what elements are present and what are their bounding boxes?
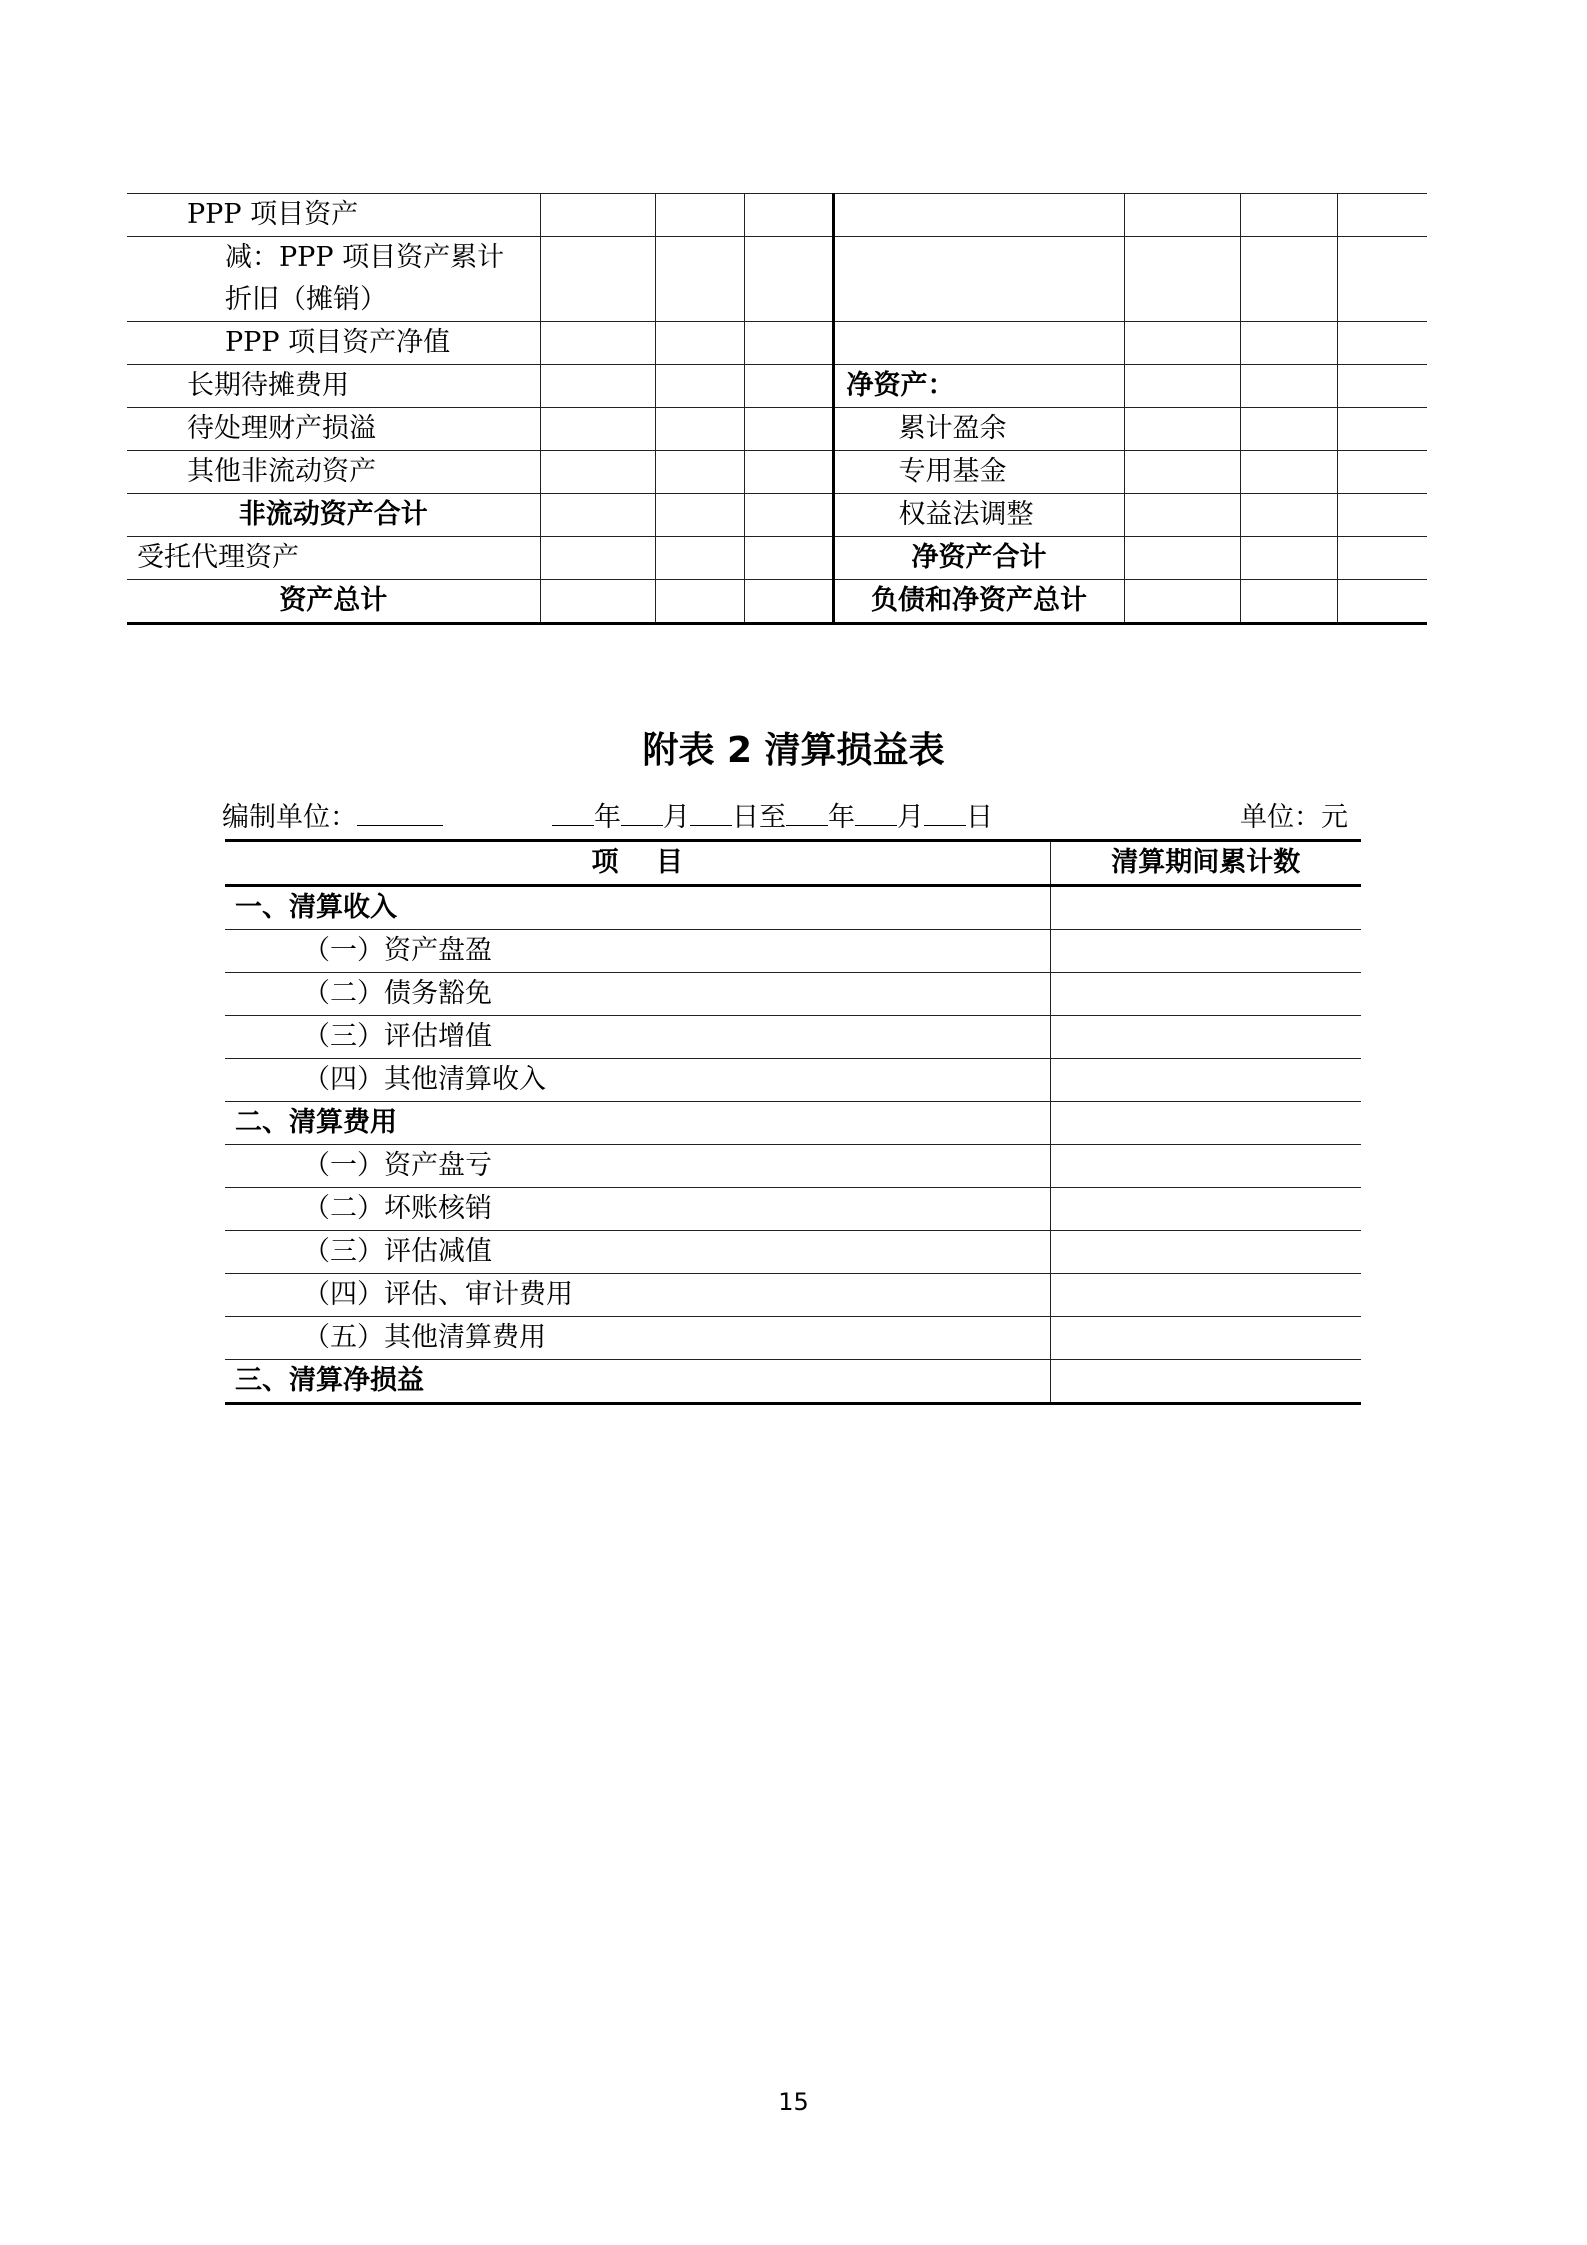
total-label: 负债和净资产总计	[833, 580, 1124, 624]
amount-cell	[1337, 537, 1427, 580]
amount-cell	[1240, 494, 1337, 537]
amount-cell	[655, 365, 744, 408]
liquidation-pl-table	[225, 839, 1361, 1405]
row-label: 待处理财产损溢	[127, 408, 540, 451]
row-label: （三）评估减值	[225, 1231, 1050, 1274]
table-row	[127, 580, 1427, 624]
table-row	[225, 1231, 1361, 1274]
amount-cell	[1240, 408, 1337, 451]
amount-cell	[744, 537, 833, 580]
amount-cell	[655, 537, 744, 580]
row-label: （三）评估增值	[225, 1016, 1050, 1059]
date-blank	[924, 801, 966, 826]
date-part: 年	[594, 802, 621, 833]
table-row	[225, 1016, 1361, 1059]
table-row	[127, 451, 1427, 494]
amount-cell	[540, 494, 655, 537]
amount-cell	[744, 322, 833, 365]
balance-sheet-table	[127, 193, 1427, 625]
date-blank	[786, 801, 828, 826]
amount-cell	[744, 408, 833, 451]
amount-cell	[540, 537, 655, 580]
amount-cell	[1124, 451, 1240, 494]
row-label: （二）债务豁免	[225, 973, 1050, 1016]
column-header-amount: 清算期间累计数	[1050, 841, 1361, 886]
table-row	[225, 973, 1361, 1016]
row-label: 受托代理资产	[127, 537, 540, 580]
row-label	[127, 237, 540, 322]
row-label: 其他非流动资产	[127, 451, 540, 494]
amount-cell	[1337, 322, 1427, 365]
table-row	[127, 194, 1427, 237]
amount-cell	[1124, 537, 1240, 580]
org-label: 编制单位：	[222, 802, 357, 833]
amount-cell	[1240, 194, 1337, 237]
section-heading: 一、清算收入	[225, 886, 1050, 930]
amount-cell	[1050, 1231, 1361, 1274]
amount-cell	[1050, 1317, 1361, 1360]
org-blank	[357, 801, 443, 826]
column-header-item: 项 目	[225, 841, 1050, 886]
unit-label: 单位：元	[1240, 802, 1348, 833]
amount-cell	[1050, 1145, 1361, 1188]
amount-cell	[1124, 237, 1240, 322]
row-label	[833, 322, 1124, 365]
row-label	[833, 237, 1124, 322]
table-row	[225, 1059, 1361, 1102]
date-part: 日	[966, 802, 993, 833]
row-label-text: 减：PPP 项目资产累计折旧（摊销）	[225, 242, 505, 315]
org-line	[222, 795, 443, 834]
amount-cell	[1337, 580, 1427, 624]
row-label: PPP 项目资产	[127, 194, 540, 237]
date-blank	[621, 801, 663, 826]
table-row	[127, 322, 1427, 365]
amount-cell	[744, 451, 833, 494]
amount-cell	[744, 365, 833, 408]
amount-cell	[1337, 194, 1427, 237]
amount-cell	[1337, 494, 1427, 537]
amount-cell	[540, 580, 655, 624]
table-row	[225, 1145, 1361, 1188]
table-title: 附表 2 清算损益表	[642, 730, 945, 771]
date-part: 月	[663, 802, 690, 833]
amount-cell	[1124, 580, 1240, 624]
table-row	[225, 1274, 1361, 1317]
table-row	[225, 1317, 1361, 1360]
table-row	[225, 886, 1361, 930]
amount-cell	[744, 580, 833, 624]
amount-cell	[1050, 930, 1361, 973]
amount-cell	[1124, 194, 1240, 237]
amount-cell	[1050, 1016, 1361, 1059]
amount-cell	[540, 408, 655, 451]
amount-cell	[1240, 322, 1337, 365]
amount-cell	[744, 237, 833, 322]
table-row	[127, 408, 1427, 451]
amount-cell	[1050, 886, 1361, 930]
date-blank	[855, 801, 897, 826]
date-part: 月	[897, 802, 924, 833]
amount-cell	[1050, 1360, 1361, 1404]
section-heading: 二、清算费用	[225, 1102, 1050, 1145]
subtotal-label: 净资产合计	[833, 537, 1124, 580]
header-row	[225, 841, 1361, 886]
amount-cell	[1240, 537, 1337, 580]
date-part: 日至	[732, 802, 786, 833]
amount-cell	[1050, 973, 1361, 1016]
amount-cell	[1124, 322, 1240, 365]
amount-cell	[1124, 494, 1240, 537]
row-label: （五）其他清算费用	[225, 1317, 1050, 1360]
row-label: （一）资产盘盈	[225, 930, 1050, 973]
row-label: （四）评估、审计费用	[225, 1274, 1050, 1317]
row-label: PPP 项目资产净值	[127, 322, 540, 365]
table-row	[225, 1188, 1361, 1231]
row-label	[833, 194, 1124, 237]
subtotal-label: 非流动资产合计	[127, 494, 540, 537]
amount-cell	[540, 322, 655, 365]
page-number: 15	[778, 2088, 809, 2116]
row-label: 长期待摊费用	[127, 365, 540, 408]
amount-cell	[655, 408, 744, 451]
amount-cell	[1240, 451, 1337, 494]
amount-cell	[655, 451, 744, 494]
row-label: 累计盈余	[833, 408, 1124, 451]
date-blank	[690, 801, 732, 826]
amount-cell	[1240, 580, 1337, 624]
row-label: 权益法调整	[833, 494, 1124, 537]
total-label: 资产总计	[127, 580, 540, 624]
amount-cell	[1337, 408, 1427, 451]
table-row	[127, 537, 1427, 580]
row-label: （四）其他清算收入	[225, 1059, 1050, 1102]
section-heading: 净资产：	[833, 365, 1124, 408]
amount-cell	[1337, 237, 1427, 322]
amount-cell	[744, 194, 833, 237]
amount-cell	[1050, 1188, 1361, 1231]
amount-cell	[744, 494, 833, 537]
amount-cell	[1050, 1102, 1361, 1145]
amount-cell	[540, 194, 655, 237]
table-row	[225, 1102, 1361, 1145]
row-label: （二）坏账核销	[225, 1188, 1050, 1231]
amount-cell	[655, 494, 744, 537]
section-heading: 三、清算净损益	[225, 1360, 1050, 1404]
date-part: 年	[828, 802, 855, 833]
amount-cell	[540, 237, 655, 322]
amount-cell	[1124, 408, 1240, 451]
date-blank	[552, 801, 594, 826]
date-range	[552, 795, 993, 834]
table-row	[225, 1360, 1361, 1404]
amount-cell	[540, 365, 655, 408]
amount-cell	[1050, 1274, 1361, 1317]
amount-cell	[1050, 1059, 1361, 1102]
row-label: （一）资产盘亏	[225, 1145, 1050, 1188]
amount-cell	[1337, 365, 1427, 408]
amount-cell	[655, 322, 744, 365]
row-label: 专用基金	[833, 451, 1124, 494]
amount-cell	[655, 194, 744, 237]
amount-cell	[1124, 365, 1240, 408]
table-row	[225, 930, 1361, 973]
table-row	[127, 494, 1427, 537]
amount-cell	[1337, 451, 1427, 494]
amount-cell	[1240, 365, 1337, 408]
amount-cell	[540, 451, 655, 494]
table-row	[127, 237, 1427, 322]
amount-cell	[1240, 237, 1337, 322]
table-row	[127, 365, 1427, 408]
amount-cell	[655, 237, 744, 322]
amount-cell	[655, 580, 744, 624]
